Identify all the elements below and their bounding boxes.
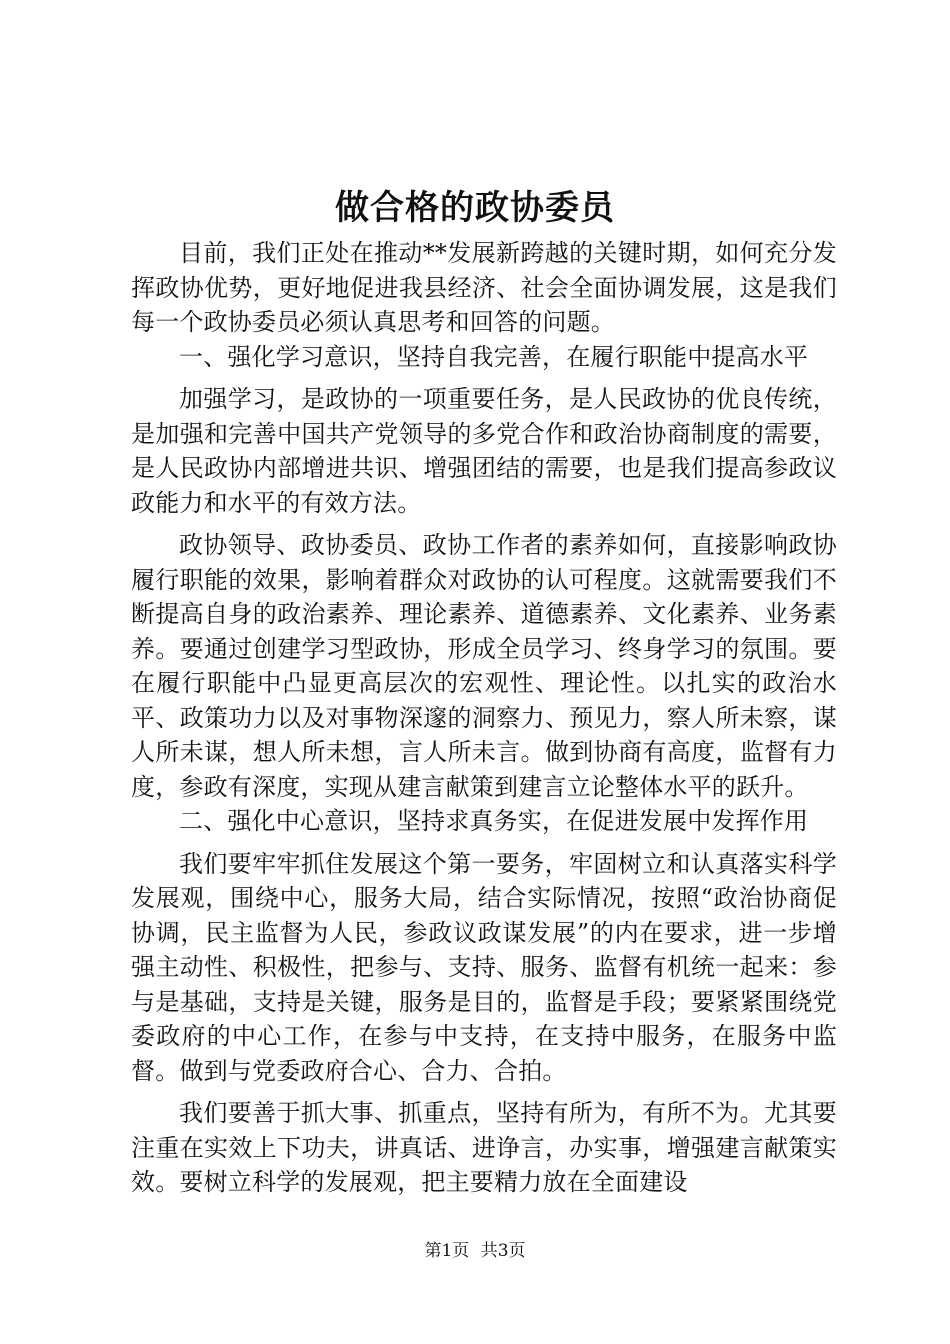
page-total: 共3页: [480, 1241, 526, 1261]
paragraph-study: 加强学习，是政协的一项重要任务，是人民政协的优良传统，是加强和完善中国共产党领导的多党合作和政治协商制度的需要，是人民政协内部增进共识、增强团结的需要，也是我们提高参政议政能力和水平的有效方法。: [131, 385, 837, 517]
section-heading-2: 二、强化中心意识，坚持求真务实，在促进发展中发挥作用: [179, 807, 809, 835]
section-heading-1: 一、强化学习意识，坚持自我完善，在履行职能中提高水平: [179, 342, 809, 371]
document-body: [131, 236, 837, 1200]
document-title: 做合格的政协委员: [335, 188, 615, 228]
paragraph-focus: 我们要善于抓大事、抓重点，坚持有所为，有所不为。尤其要注重在实效上下功夫，讲真话、进诤言，办实事，增强建言献策实效。要树立科学的发展观，把主要精力放在全面建设: [131, 1099, 837, 1196]
paragraph-intro: 目前，我们正处在推动**发展新跨越的关键时期，如何充分发挥政协优势，更好地促进我县经济、社会全面协调发展，这是我们每一个政协委员必须认真思考和回答的问题。: [131, 239, 837, 336]
paragraph-quality: 政协领导、政协委员、政协工作者的素养如何，直接影响政协履行职能的效果，影响着群众对政协的认可程度。这就需要我们不断提高自身的政治素养、理论素养、道德素养、文化素养、业务素养。要通过创建学习型政协，形成全员学习、终身学习的氛围。要在履行职能中凸显更高层次的宏观性、理论性。以扎实的政治水平、政策功力以及对事物深邃的洞察力、预见力，察人所未察，谋人所未谋，想人所未想，言人所未言。做到协商有高度，监督有力度，参政有深度，实现从建言献策到建言立论整体水平的跃升。: [131, 531, 837, 801]
page-footer: [0, 1239, 950, 1263]
paragraph-development: 我们要牢牢抓住发展这个第一要务，牢固树立和认真落实科学发展观，围绕中心，服务大局，结合实际情况，按照“政治协商促协调，民主监督为人民，参政议政谋发展”的内在要求，进一步增强主动性、积极性，把参与、支持、服务、监督有机统一起来：参与是基础，支持是关键，服务是目的，监督是手段；要紧紧围绕党委政府的中心工作，在参与中支持，在支持中服务，在服务中监督。做到与党委政府合心、合力、合拍。: [131, 849, 837, 1085]
page-number: 第1页: [424, 1241, 470, 1261]
